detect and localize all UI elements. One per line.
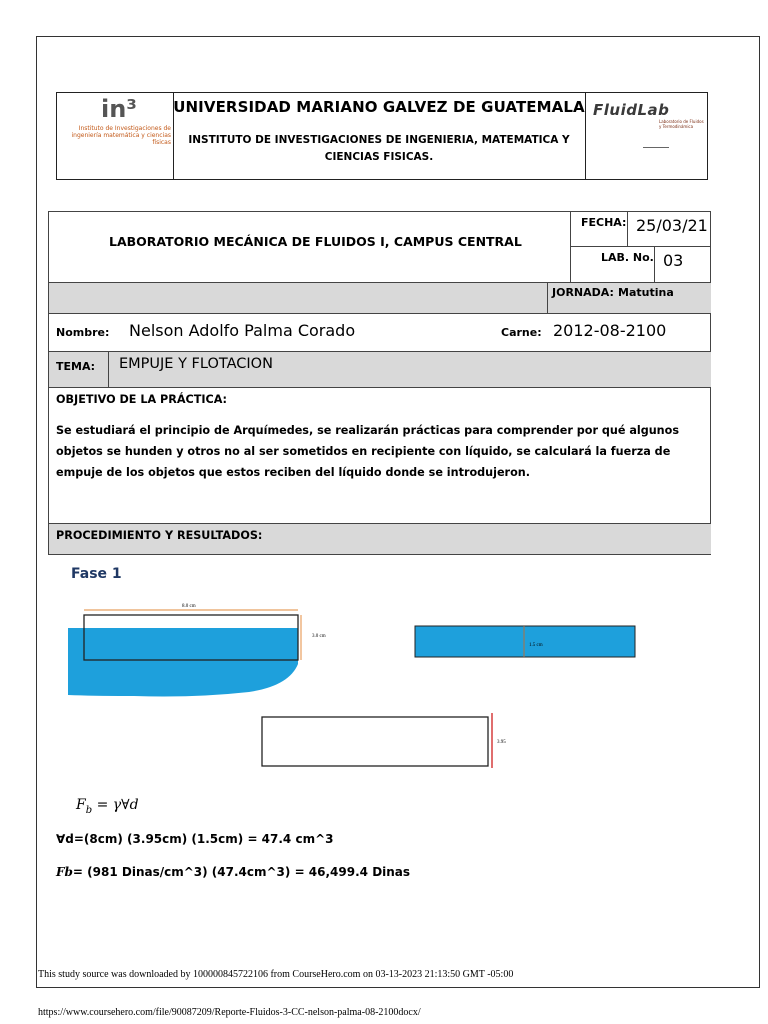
width-label: 1.5 cm: [529, 643, 543, 648]
fecha-label-cell: [571, 212, 628, 247]
submerged-block: [262, 717, 488, 766]
logo-line: [643, 147, 669, 148]
submerged-block-diagram: [258, 712, 518, 772]
depth-label: 3.95: [497, 740, 506, 745]
jornada-cell: [548, 283, 711, 314]
fase-heading: Fase 1: [71, 566, 122, 582]
fluidlab-logo-subtitle: Laboratorio de Fluidos y Termodinámica: [659, 119, 704, 129]
institute-logo: [57, 93, 174, 179]
labno-label: LAB. No.: [601, 251, 654, 264]
institute-name: INSTITUTO DE INVESTIGACIONES DE INGENIERIA, MATEMATICA Y CIENCIAS FISICAS.: [188, 134, 570, 163]
nombre-row: [49, 314, 711, 352]
carne-label: Carne:: [501, 326, 542, 339]
nombre-value: Nelson Adolfo Palma Corado: [129, 321, 356, 340]
objetivo-text: Se estudiará el principio de Arquímedes, se realizarán prácticas para comprender por qué algunos objetos se hunden y otros no al ser sometidos en recipiente con líquido, se calculará la fuerza de empuje de los objetos que estos reciben del líquido donde se introdujeron.: [56, 424, 679, 479]
tema-value-cell: [109, 352, 711, 388]
nombre-label: Nombre:: [56, 326, 110, 339]
fb-rhs: = γ∀d: [92, 797, 139, 813]
lab-title: LABORATORIO MECÁNICA DE FLUIDOS I, CAMPUS CENTRAL: [109, 234, 522, 249]
jornada-label: JORNADA:: [552, 286, 614, 299]
labno-value: 03: [663, 251, 684, 270]
force-expression: = (981 Dinas/cm^3) (47.4cm^3) = 46,499.4 Dinas: [72, 865, 411, 879]
jornada-blank-cell: [49, 283, 548, 314]
objetivo-label: OBJETIVO DE LA PRÁCTICA:: [56, 393, 228, 406]
procedimiento-cell: [49, 524, 711, 554]
force-equation: [56, 865, 410, 879]
in3-logo-mark: in³: [101, 95, 137, 123]
fb-subscript: b: [85, 804, 93, 816]
force-symbol: Fb: [56, 865, 73, 879]
buoyancy-formula: [76, 797, 139, 816]
in3-logo-subtitle: Instituto de Investigaciones de ingeniería matemática y ciencias físicas: [71, 125, 171, 146]
labno-value-cell: [655, 247, 711, 283]
document-header: [56, 92, 708, 180]
jornada-value: Matutina: [618, 286, 674, 299]
fluidlab-logo-mark: FluidLab: [593, 101, 670, 119]
carne-value: 2012-08-2100: [553, 321, 667, 340]
labno-label-cell: [571, 247, 655, 283]
tema-label-cell: [49, 352, 109, 388]
source-note: This study source was downloaded by 100000845722106 from CourseHero.com on 03-13-2023 21:13:50 GMT -05:00: [38, 969, 514, 980]
objetivo-cell: [49, 388, 711, 524]
lab-title-cell: [49, 212, 571, 283]
volume-equation: ∀d=(8cm) (3.95cm) (1.5cm) = 47.4 cm^3: [56, 832, 334, 846]
side-view-block: [415, 626, 635, 657]
fecha-label: FECHA:: [581, 216, 627, 229]
lab-info-table: [48, 211, 711, 555]
fecha-value-cell: [628, 212, 711, 247]
tema-value: EMPUJE Y FLOTACION: [119, 356, 273, 372]
water-body: [68, 628, 298, 697]
fluidlab-logo: [585, 93, 707, 179]
fb-symbol: F: [76, 797, 86, 813]
header-titles: [173, 93, 586, 179]
source-url[interactable]: https://www.coursehero.com/file/90087209/Reporte-Fluidos-3-CC-nelson-palma-08-2100docx/: [38, 1007, 421, 1018]
procedimiento-label: PROCEDIMIENTO Y RESULTADOS:: [56, 529, 263, 542]
university-name: UNIVERSIDAD MARIANO GALVEZ DE GUATEMALA: [173, 98, 585, 116]
tema-label: TEMA:: [56, 360, 96, 373]
height-label: 3.0 cm: [312, 634, 326, 639]
side-view-diagram: [414, 624, 638, 660]
floating-block-diagram: [64, 598, 324, 702]
fecha-value: 25/03/21: [636, 216, 708, 235]
length-label: 8.0 cm: [182, 604, 196, 609]
